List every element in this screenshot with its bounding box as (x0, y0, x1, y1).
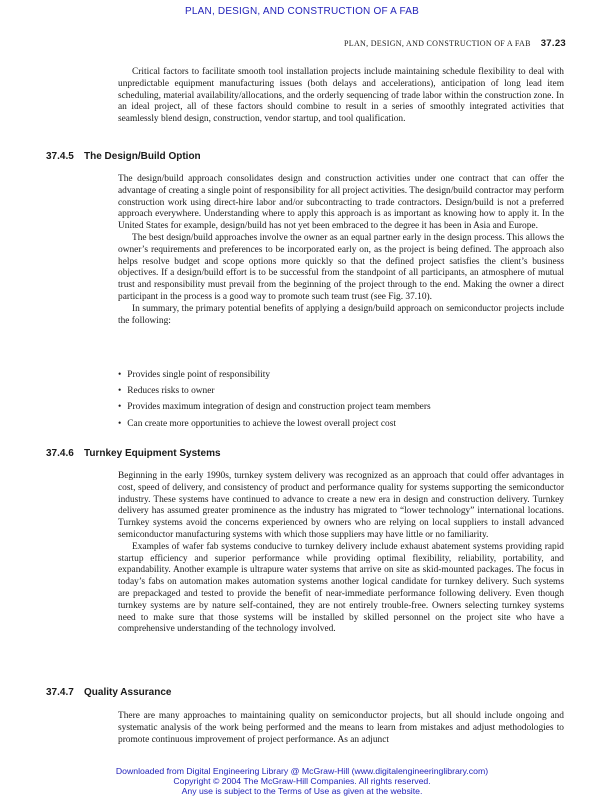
paragraph: The design/build approach consolidates design and construction activities under one contract that can offer the advantage of creating a single point of responsibility for all project activities. The design/build contractor may perform construction work using direct-hire labor and/or subcontracting to trade contractors. Design/build is not a preferred approach everywhere. Understanding where to apply this approach is as important as knowing how to apply it. In the United States for example, design/build has not yet been embraced to the degree it has been in Asia and Europe. (118, 174, 564, 232)
section-heading-design-build (46, 151, 201, 162)
turnkey-text (118, 471, 564, 636)
list-item: • Provides maximum integration of design and construction project team members (118, 399, 564, 415)
section-title: The Design/Build Option (84, 151, 201, 162)
footer-download-link[interactable]: Downloaded from Digital Engineering Library @ McGraw-Hill (www.digitalengineeringlibrary.com) (115, 766, 489, 776)
top-banner: PLAN, DESIGN, AND CONSTRUCTION OF A FAB (185, 6, 419, 17)
footer-copyright: Copyright © 2004 The McGraw-Hill Companies. All rights reserved. (173, 776, 431, 786)
design-build-text (118, 174, 564, 327)
section-heading-quality (46, 687, 171, 698)
paragraph: There are many approaches to maintaining quality on semiconductor projects, but all should include ongoing and systematic analysis of the work being performed and the means to learn from mistakes and adjust methodologies to promote continuous improvement of project performance. As an adjunct (118, 711, 564, 745)
list-item: • Can create more opportunities to achieve the lowest overall project cost (118, 416, 564, 432)
section-title: Quality Assurance (84, 687, 172, 698)
quality-text (118, 711, 564, 746)
footer-terms: Any use is subject to the Terms of Use as given at the website. (181, 786, 423, 796)
benefits-list (118, 367, 564, 432)
page-number: 37.23 (540, 38, 566, 49)
paragraph: Examples of wafer fab systems conducive to turnkey delivery include exhaust abatement systems providing rapid startup efficiency and superior performance while providing optimal flexibility, reliability, portability, and expandability. Another example is ultrapure water systems that arrive on site as skid-mounted packages. The focus in today’s fabs on automation makes automation systems another logical candidate for turnkey delivery. Such systems are prepackaged and tested to provide the benefit of near-immediate performance following delivery. Even though turnkey systems are by nature self-contained, they are not entirely trouble-free. Owners selecting turnkey systems need to make sure that those systems will be installed by skilled personnel on the project site who have a comprehensive understanding of the technology involved. (118, 541, 564, 635)
running-head-title: PLAN, DESIGN, AND CONSTRUCTION OF A FAB (344, 39, 531, 48)
section-title: Turnkey Equipment Systems (84, 448, 221, 459)
section-number: 37.4.5 (46, 151, 74, 162)
footer (0, 766, 604, 796)
running-head (344, 38, 566, 49)
paragraph: The best design/build approaches involve the owner as an equal partner early in the design process. This allows the owner’s requirements and preferences to be incorporated early on, as the project is being defined. The approach also helps resolve budget and scope options more quickly so that the defined project satisfies the client’s business objectives. If a design/build effort is to be successful from the standpoint of all participants, an atmosphere of mutual trust and responsibility must prevail from the beginning of the project through to the end. Making the owner a direct participant in the process is a good way to promote such team trust (see Fig. 37.10). (118, 232, 564, 302)
section-heading-turnkey (46, 448, 221, 459)
intro-paragraph: Critical factors to facilitate smooth tool installation projects include maintaining schedule flexibility to deal with unpredictable equipment manufacturing issues (both delays and accelerations), anticipation of long lead item scheduling, material availability/allocations, and the orderly sequencing of trade labor within the construction zone. In an ideal project, all of these factors should combine to result in a series of smoothly integrated activities that seamlessly blend design, construction, vendor startup, and tool qualification. (118, 67, 564, 125)
section-number: 37.4.7 (46, 687, 74, 698)
list-item: • Provides single point of responsibility (118, 367, 564, 383)
paragraph: Beginning in the early 1990s, turnkey system delivery was recognized as an approach that could offer advantages in cost, speed of delivery, and consistency of product and performance quality for systems supporting the semiconductor industry. These systems have continued to advance to create a new era in design and construction delivery. Turnkey delivery has assumed greater prominence as the industry has migrated to “lower technology” international locations. Turnkey systems avoid the concerns experienced by owners who are relying on local suppliers to install advanced semiconductor manufacturing systems with which those suppliers may have little or no familiarity. (118, 471, 564, 540)
intro-paragraph-block (118, 67, 564, 126)
list-item: • Reduces risks to owner (118, 383, 564, 399)
section-number: 37.4.6 (46, 448, 74, 459)
paragraph: In summary, the primary potential benefits of applying a design/build approach on semiconductor projects include the following: (118, 303, 564, 326)
